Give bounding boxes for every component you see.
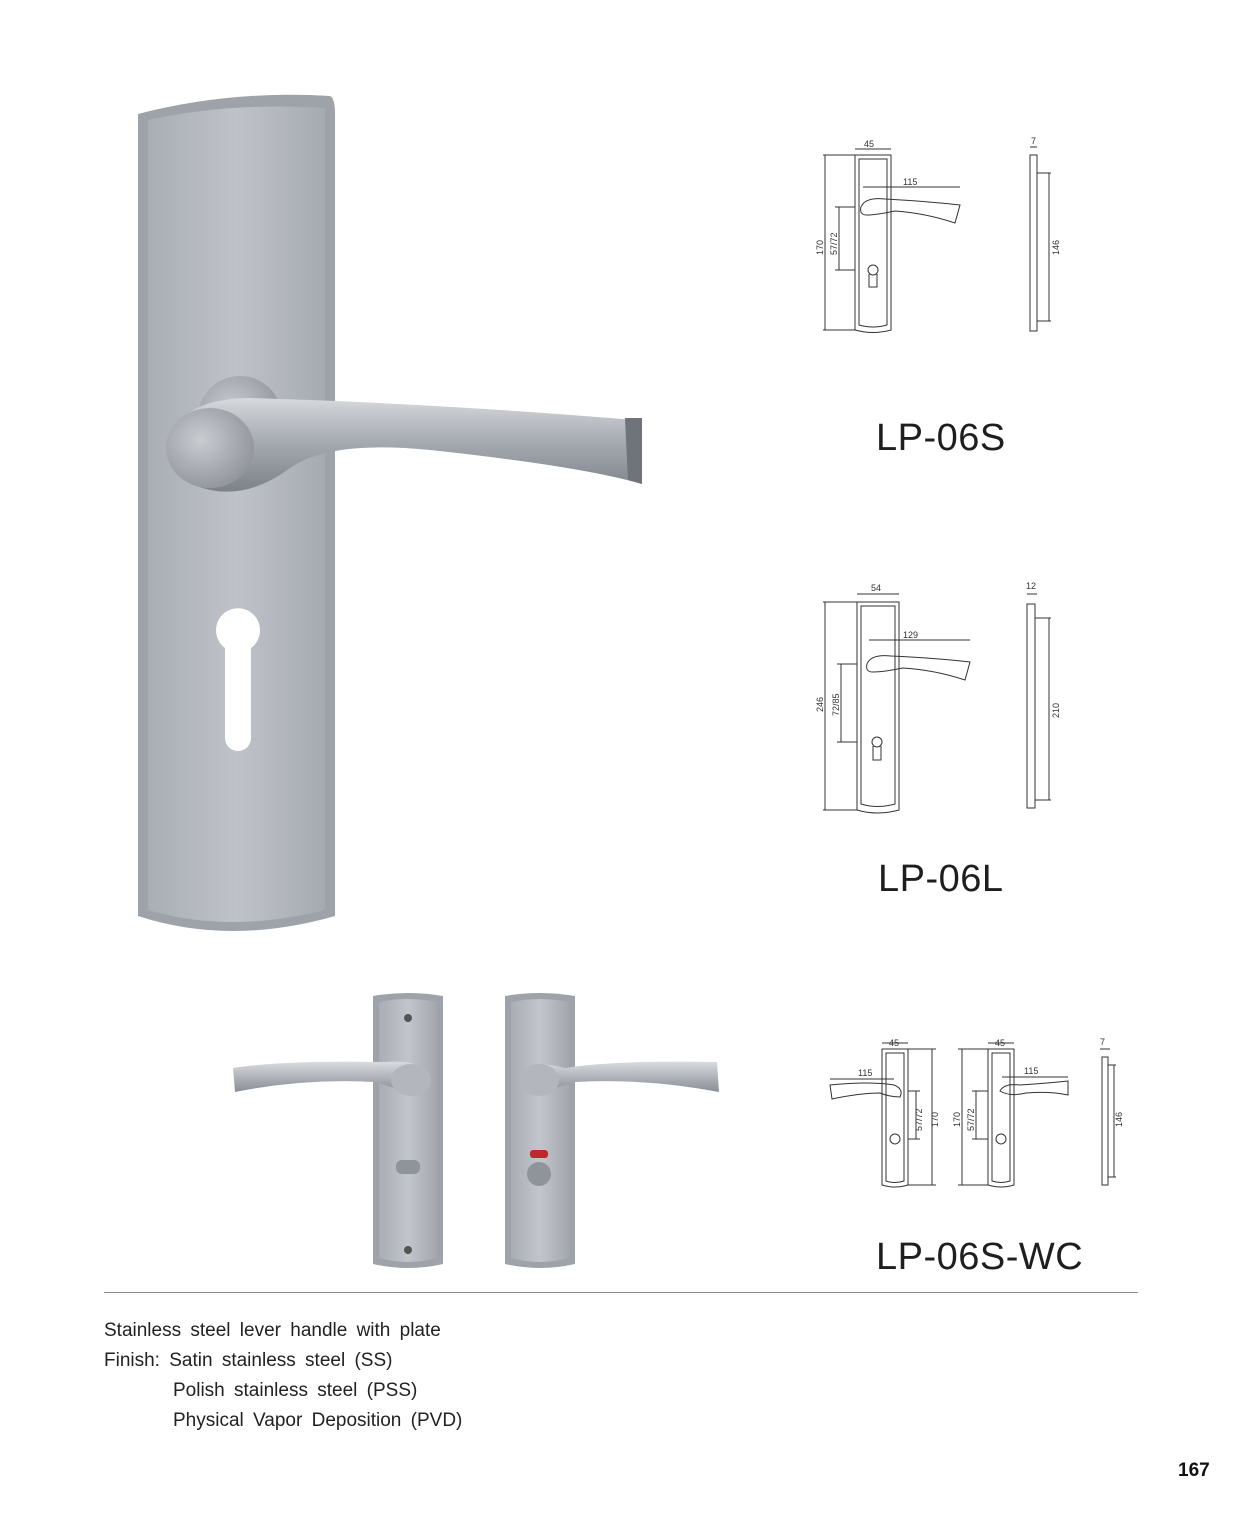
lp-06s-thickness-dim: 7 (1031, 136, 1037, 146)
main-handle-photo (130, 88, 670, 948)
wc-mid-lever-dim: 115 (1024, 1066, 1039, 1076)
lp-06s-lever-dim: 115 (903, 177, 918, 187)
model-label-lp-06s: LP-06S (876, 417, 1006, 459)
lp-06s-height-dim: 170 (815, 239, 825, 255)
model-label-lp-06s-wc: LP-06S-WC (876, 1236, 1084, 1278)
finish-label: Finish: (104, 1350, 160, 1371)
finish-option-ss: Satin stainless steel (SS) (169, 1350, 393, 1371)
wc-left-height-dim: 170 (930, 1111, 940, 1127)
lp-06s-width-dim: 45 (864, 139, 875, 149)
lp-06l-width-dim: 54 (871, 583, 882, 593)
wc-left-backset-dim: 57/72 (914, 1108, 924, 1131)
wc-handle-photos (225, 988, 725, 1273)
lp-06l-side-height-dim: 210 (1051, 702, 1061, 718)
description-line: Stainless steel lever handle with plate (104, 1320, 441, 1341)
wc-mid-height-dim: 170 (952, 1111, 962, 1127)
wc-left-width-dim: 45 (889, 1038, 900, 1048)
product-description (104, 1316, 462, 1436)
wc-mid-backset-dim: 57/72 (966, 1108, 976, 1131)
wc-mid-width-dim: 45 (995, 1038, 1006, 1048)
wc-left-lever-dim: 115 (858, 1068, 873, 1078)
lp-06s-side-height-dim: 146 (1051, 239, 1061, 255)
finish-option-pss: Polish stainless steel (PSS) (173, 1380, 418, 1401)
lp-06l-backset-dim: 72/85 (831, 693, 841, 716)
lp-06l-height-dim: 246 (815, 696, 825, 712)
lp-06s-backset-dim: 57/72 (829, 232, 839, 255)
lp-06l-drawing (805, 580, 1065, 820)
finish-row (104, 1346, 462, 1376)
page-number: 167 (1178, 1460, 1210, 1481)
lp-06s-wc-drawing (820, 1035, 1130, 1195)
red-lock-indicator (530, 1150, 548, 1158)
lp-06l-thickness-dim: 12 (1026, 581, 1037, 591)
wc-side-height-dim: 146 (1114, 1111, 1124, 1127)
lp-06s-drawing (805, 135, 1065, 345)
wc-side-thickness-dim: 7 (1100, 1037, 1106, 1047)
divider-line (104, 1292, 1138, 1293)
model-label-lp-06l: LP-06L (878, 858, 1004, 900)
lp-06l-lever-dim: 129 (903, 630, 919, 640)
finish-option-pvd: Physical Vapor Deposition (PVD) (173, 1410, 463, 1431)
